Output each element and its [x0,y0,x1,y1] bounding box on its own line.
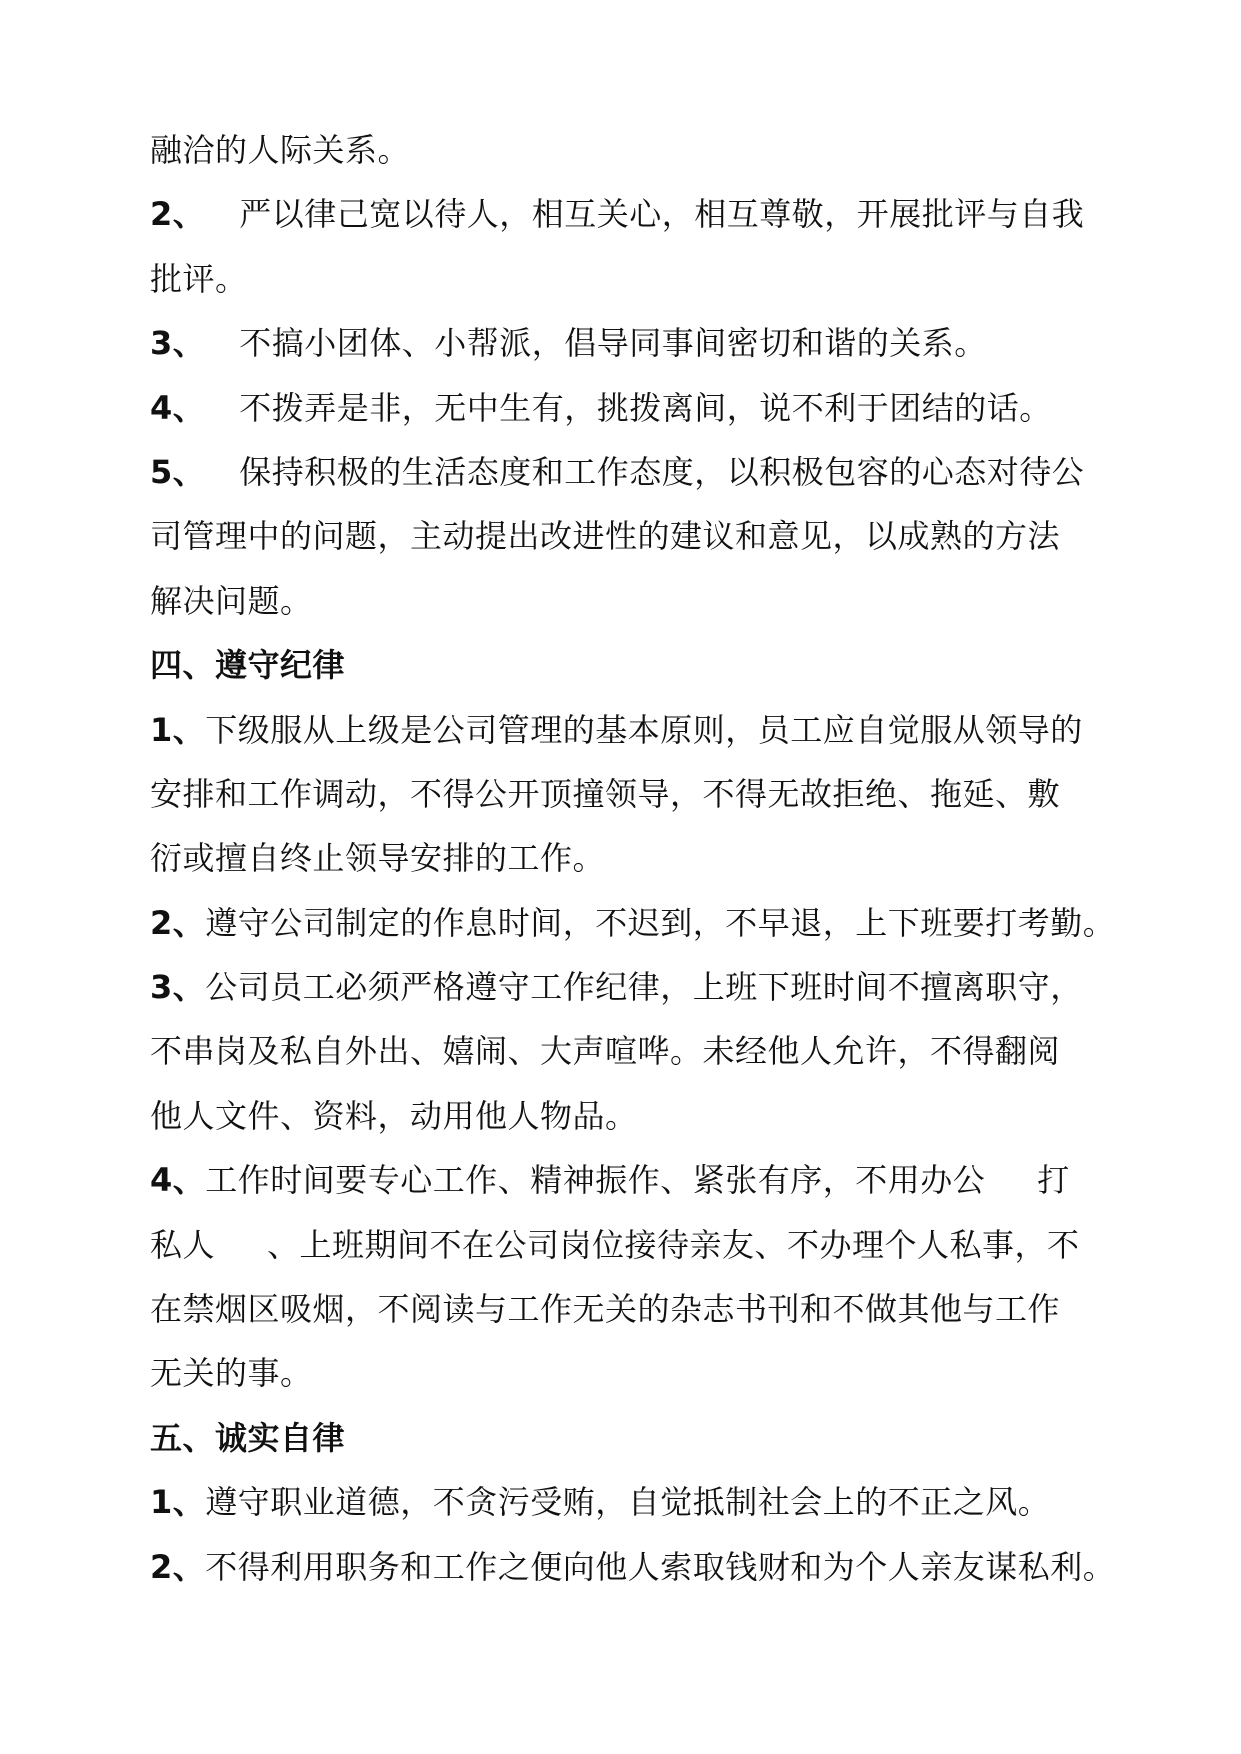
line-text: 解决问题。 [150,581,313,620]
text-line [150,955,1110,1019]
line-text: 不拨弄是非，无中生有，挑拨离间，说不利于团结的话。 [239,388,1052,427]
item-number: 3、 [150,968,206,1007]
text-line [150,1341,1110,1405]
text-line [150,762,1110,826]
text-line [150,440,1110,504]
line-text: 下级服从上级是公司管理的基本原则，员工应自觉服从领导的 [205,710,1083,749]
item-number: 4、 [150,1161,206,1200]
item-number: 2、 [150,195,206,234]
line-text: 不搞小团体、小帮派，倡导同事间密切和谐的关系。 [239,324,987,363]
section-heading [150,1406,1110,1470]
text-line [150,1213,1110,1277]
line-text-tail: 打 [1037,1161,1070,1200]
line-text: 公司员工必须严格遵守工作纪律，上班下班时间不擅离职守， [205,968,1083,1007]
line-text: 工作时间要专心工作、精神振作、紧张有序，不用办公 [205,1161,986,1200]
text-line [150,376,1110,440]
section-heading [150,633,1110,697]
line-text: 司管理中的问题，主动提出改进性的建议和意见，以成熟的方法 [150,517,1061,556]
text-line [150,1148,1110,1212]
text-line [150,247,1110,311]
line-text: 在禁烟区吸烟，不阅读与工作无关的杂志书刊和不做其他与工作 [150,1290,1061,1329]
text-line [150,182,1110,246]
text-line [150,118,1110,182]
line-text: 不串岗及私自外出、嬉闹、大声喧哗。未经他人允许，不得翻阅 [150,1032,1061,1071]
line-text: 不得利用职务和工作之便向他人索取钱财和为个人亲友谋私利。 [205,1547,1116,1586]
item-number: 3、 [150,324,206,363]
text-line [150,1277,1110,1341]
text-line [150,1019,1110,1083]
item-number: 5、 [150,452,206,491]
text-line [150,311,1110,375]
text-line [150,1535,1116,1599]
text-line [150,891,1116,955]
line-text: 严以律己宽以待人，相互关心，相互尊敬，开展批评与自我 [239,195,1085,234]
heading-text: 五、诚实自律 [150,1418,346,1457]
line-text: 衍或擅自终止领导安排的工作。 [150,839,606,878]
line-text: 遵守职业道德，不贪污受贿，自觉抵制社会上的不正之风。 [205,1483,1051,1522]
text-line [150,1470,1110,1534]
item-number: 2、 [150,903,206,942]
text-line [150,826,1110,890]
line-text-tail: 、上班期间不在公司岗位接待亲友、不办理个人私事，不 [267,1225,1080,1264]
document-body [150,118,1116,1599]
line-text: 保持积极的生活态度和工作态度，以积极包容的心态对待公 [239,452,1085,491]
heading-text: 四、遵守纪律 [150,646,346,685]
line-text: 无关的事。 [150,1354,313,1393]
item-number: 2、 [150,1547,206,1586]
line-text: 他人文件、资料，动用他人物品。 [150,1096,638,1135]
line-text: 融洽的人际关系。 [150,131,411,169]
item-number: 1、 [150,1483,206,1522]
text-line [150,569,1110,633]
line-text: 遵守公司制定的作息时间，不迟到，不早退，上下班要打考勤。 [205,903,1116,942]
text-line [150,698,1110,762]
item-number: 1、 [150,710,206,749]
text-line [150,1084,1110,1148]
line-text: 安排和工作调动，不得公开顶撞领导，不得无故拒绝、拖延、敷 [150,774,1061,813]
item-number: 4、 [150,388,206,427]
text-line [150,504,1110,568]
line-text: 批评。 [150,259,248,298]
line-text: 私人 [150,1225,216,1264]
